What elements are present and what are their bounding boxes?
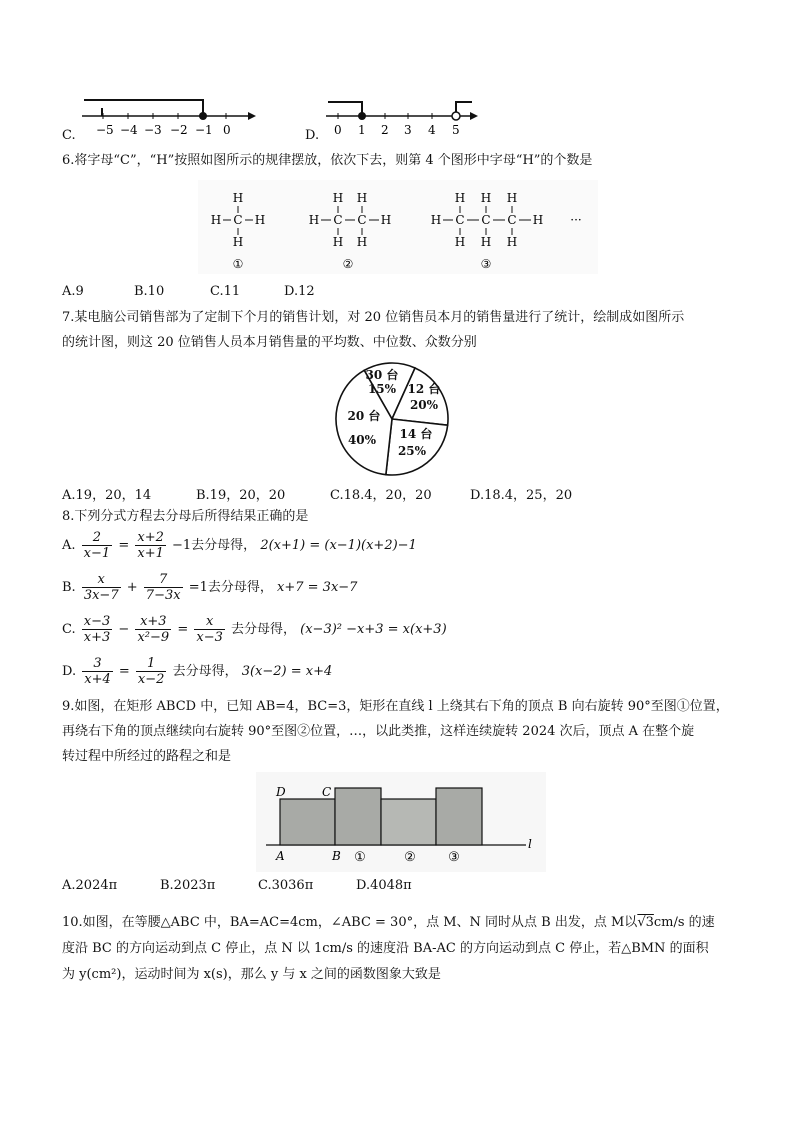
question-7-stem-1: 7.某电脑公司销售部为了定制下个月的销售计划，对 20 位销售员本月的销售量进行了统计，绘制成如图所示 <box>62 310 685 325</box>
svg-text:H: H <box>480 235 492 249</box>
pie-pct: 25% <box>397 444 427 458</box>
svg-text:C: C <box>233 213 243 227</box>
q8-option-a[interactable]: A. $\frac{2}{x-1}$ = $\frac{x+2}{x+1}$ −1去分母得， 2(x+1) = (x−1)(x+2)−1 <box>62 530 417 561</box>
svg-text:C: C <box>357 213 367 227</box>
svg-text:H: H <box>332 235 344 249</box>
vertex-label: A <box>276 849 285 863</box>
question-8-stem: 8.下列分式方程去分母后所得结果正确的是 <box>62 509 309 524</box>
svg-text:H: H <box>356 191 368 205</box>
tick-label: 0 <box>223 123 231 137</box>
tick-label: 3 <box>404 123 412 137</box>
ellipsis: ··· <box>570 213 582 227</box>
tick-label: 1 <box>358 123 366 137</box>
q6-option-d[interactable]: D.12 <box>284 284 315 299</box>
question-10-stem-2: 度沿 BC 的方向运动到点 C 停止，点 N 以 1cm/s 的速度沿 BA-AC 的方向运动到点 C 停止，若△BMN 的面积 <box>62 941 709 956</box>
svg-text:H: H <box>454 191 466 205</box>
tick-label: 5 <box>452 123 460 137</box>
pie-pct: 20% <box>409 398 439 412</box>
svg-text:H: H <box>430 213 442 227</box>
question-10-stem-1: 10.如图，在等腰△ABC 中，BA=AC=4cm，∠ABC = 30°，点 M、N 同时从点 B 出发，点 M以√3cm/s 的速 <box>62 915 715 930</box>
question-7-stem-2: 的统计图，则这 20 位销售人员本月销售量的平均数、中位数、众数分别 <box>62 335 477 350</box>
position-label: ① <box>354 850 366 865</box>
q9-option-b[interactable]: B.2023π <box>160 878 216 893</box>
tick-label: −5 <box>96 123 114 137</box>
question-10-stem-3: 为 y(cm²)，运动时间为 x(s)，那么 y 与 x 之间的函数图象大致是 <box>62 967 441 982</box>
vertex-label: D <box>276 785 286 799</box>
svg-text:H: H <box>332 191 344 205</box>
svg-text:H: H <box>532 213 544 227</box>
svg-text:H: H <box>506 235 518 249</box>
pie-chart <box>330 360 456 478</box>
option-c-label: C. <box>62 128 76 143</box>
svg-text:H: H <box>454 235 466 249</box>
vertex-label: C <box>322 785 332 799</box>
tick-label: −3 <box>144 123 162 137</box>
number-line-c <box>78 92 258 140</box>
position-label: ③ <box>448 850 460 865</box>
option-d-label: D. <box>305 128 320 143</box>
svg-text:C: C <box>481 213 491 227</box>
svg-text:C: C <box>507 213 517 227</box>
q9-rotation-figure <box>256 772 546 872</box>
pie-label: 12 台 <box>407 382 441 396</box>
svg-text:H: H <box>210 213 222 227</box>
pie-label: 14 台 <box>399 427 433 441</box>
tick-label: 4 <box>428 123 436 137</box>
svg-text:H: H <box>232 191 244 205</box>
svg-text:H: H <box>480 191 492 205</box>
pie-label: 30 台 <box>365 368 399 382</box>
figure-label: ③ <box>480 257 492 271</box>
number-line-d <box>322 92 482 140</box>
tick-label: 2 <box>381 123 389 137</box>
q6-figure <box>198 180 598 274</box>
q7-option-a[interactable]: A.19，20，14 <box>62 488 152 503</box>
pie-pct: 15% <box>367 382 397 396</box>
pie-pct: 40% <box>347 433 377 447</box>
svg-text:H: H <box>308 213 320 227</box>
svg-text:C: C <box>455 213 465 227</box>
svg-text:H: H <box>232 235 244 249</box>
tick-label: 0 <box>334 123 342 137</box>
q7-option-b[interactable]: B.19，20，20 <box>196 488 286 503</box>
question-9-stem-2: 再绕右下角的顶点继续向右旋转 90°至图②位置，…，以此类推，这样连续旋转 2024 次后，顶点 A 在整个旋 <box>62 724 695 739</box>
svg-text:C: C <box>333 213 343 227</box>
q9-option-c[interactable]: C.3036π <box>258 878 314 893</box>
question-6-stem: 6.将字母“C”，“H”按照如图所示的规律摆放，依次下去，则第 4 个图形中字母“H”的个数是 <box>62 153 593 168</box>
line-label: l <box>528 837 532 851</box>
svg-text:H: H <box>506 191 518 205</box>
q9-option-d[interactable]: D.4048π <box>356 878 412 893</box>
q7-option-d[interactable]: D.18.4，25，20 <box>470 488 573 503</box>
q6-option-a[interactable]: A.9 <box>62 284 84 299</box>
q7-option-c[interactable]: C.18.4，20，20 <box>330 488 432 503</box>
svg-text:H: H <box>254 213 266 227</box>
tick-label: −1 <box>195 123 213 137</box>
q6-option-c[interactable]: C.11 <box>210 284 241 299</box>
figure-label: ① <box>232 257 244 271</box>
tick-label: −4 <box>120 123 138 137</box>
q8-option-b[interactable]: B. $\frac{x}{3x-7}$ + $\frac{7}{7-3x}$ =1去分母得， x+7 = 3x−7 <box>62 572 358 603</box>
q8-option-c[interactable]: C. $\frac{x-3}{x+3}$ − $\frac{x+3}{\text{x²−9}}$ = $\frac{x}{x-3}$ 去分母得， (x−3)² −x+3 = x(x+3) <box>62 614 447 645</box>
q9-option-a[interactable]: A.2024π <box>62 878 118 893</box>
tick-label: −2 <box>170 123 188 137</box>
pie-label: 20 台 <box>347 409 381 423</box>
figure-label: ② <box>342 257 354 271</box>
svg-text:H: H <box>380 213 392 227</box>
question-9-stem-1: 9.如图，在矩形 ABCD 中，已知 AB=4，BC=3，矩形在直线 l 上绕其右下角的顶点 B 向右旋转 90°至图①位置， <box>62 699 729 714</box>
q8-option-d[interactable]: D. $\frac{3}{x+4}$ = $\frac{1}{x-2}$ 去分母得， 3(x−2) = x+4 <box>62 656 333 687</box>
question-9-stem-3: 转过程中所经过的路程之和是 <box>62 749 232 764</box>
svg-text:H: H <box>356 235 368 249</box>
position-label: ② <box>404 850 416 865</box>
q6-option-b[interactable]: B.10 <box>134 284 165 299</box>
vertex-label: B <box>332 849 341 863</box>
